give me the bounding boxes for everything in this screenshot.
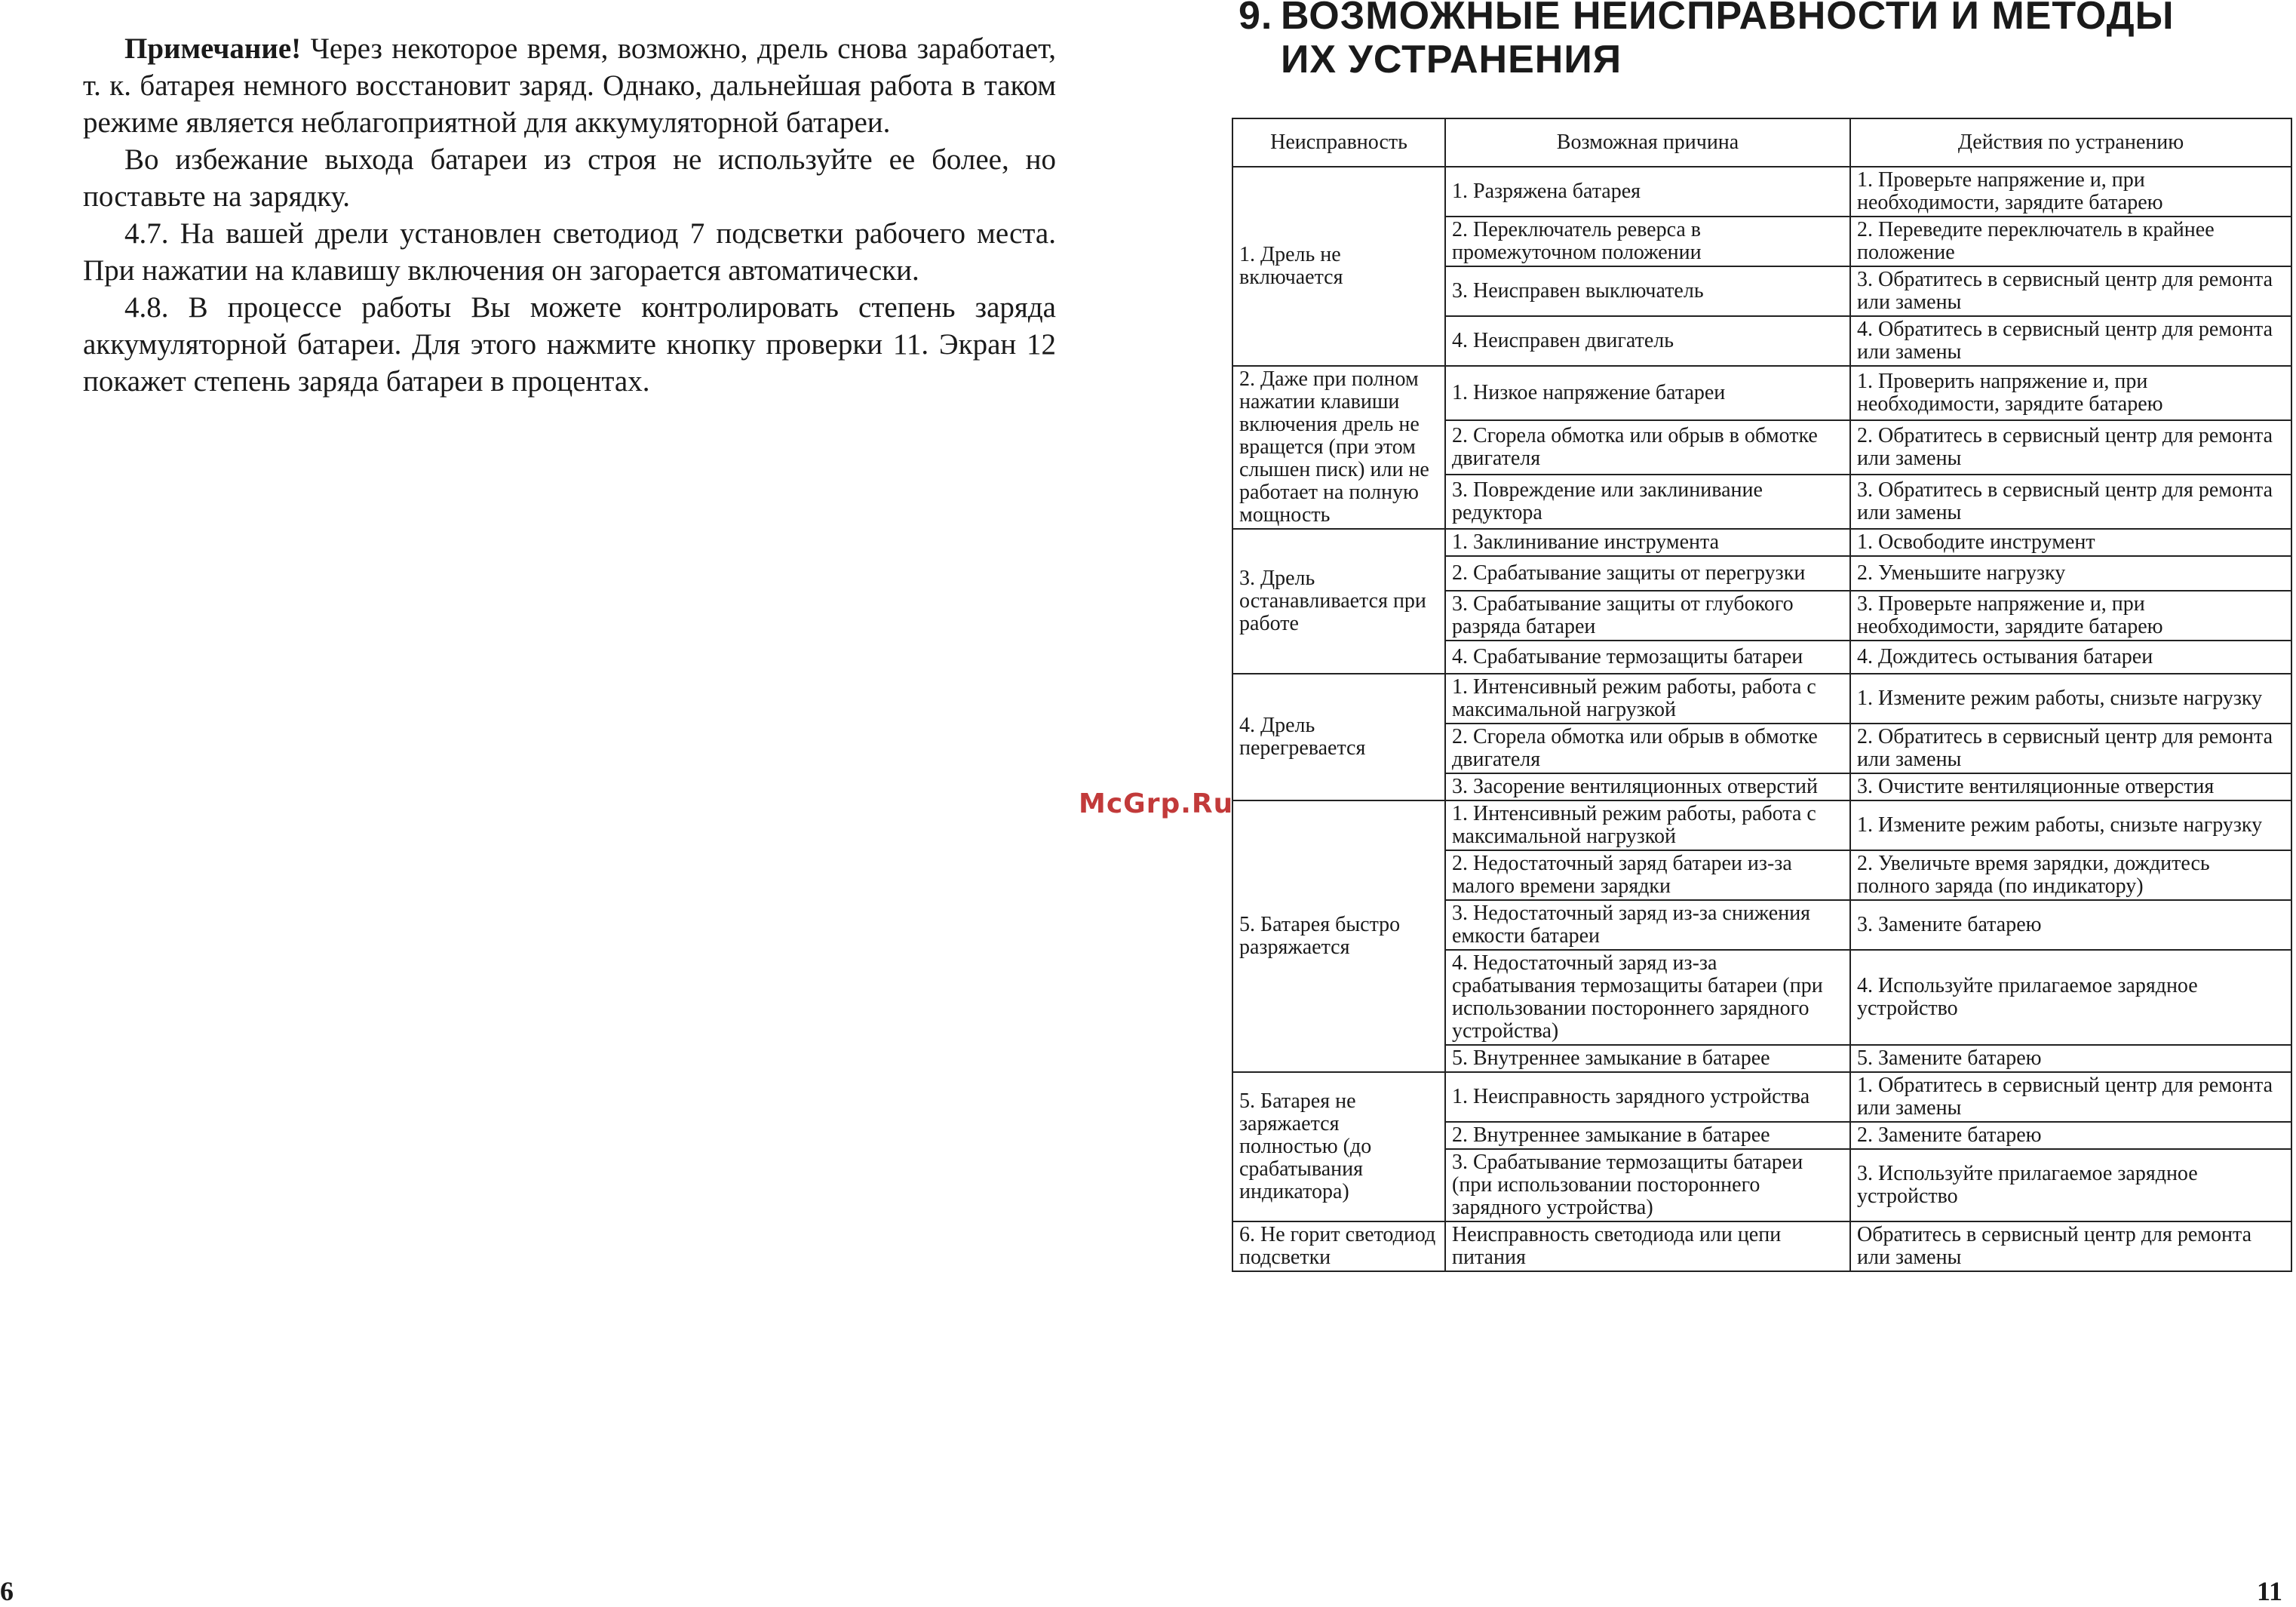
cause-cell: 3. Неисправен выключатель <box>1445 266 1850 316</box>
fault-cell: 2. Даже при полном нажатии клавиши включения дрель не вращется (при этом слышен писк) или не работает на полную мощность <box>1232 366 1445 529</box>
cause-cell: 1. Интенсивный режим работы, работа с максимальной нагрузкой <box>1445 674 1850 724</box>
cause-cell: 1. Интенсивный режим работы, работа с максимальной нагрузкой <box>1445 800 1850 850</box>
cause-cell: 1. Разряжена батарея <box>1445 167 1850 217</box>
cause-cell: 3. Повреждение или заклинивание редуктора <box>1445 475 1850 529</box>
action-cell: 2. Уменьшите нагрузку <box>1850 556 2291 591</box>
cause-cell: 1. Заклинивание инструмента <box>1445 529 1850 556</box>
cause-cell: 4. Недостаточный заряд из-за срабатывания термозащиты батареи (при использовании постороннего зарядного устройства) <box>1445 950 1850 1045</box>
fault-cell: 1. Дрель не включается <box>1232 167 1445 366</box>
action-cell: 4. Используйте прилагаемое зарядное устройство <box>1850 950 2291 1045</box>
table-row <box>1232 366 2291 420</box>
action-cell: 5. Замените батарею <box>1850 1045 2291 1072</box>
action-cell: 1. Измените режим работы, снизьте нагрузку <box>1850 800 2291 850</box>
paragraph: Во избежание выхода батареи из строя не используйте ее более, но поставьте на зарядку. <box>83 143 1056 213</box>
section-title <box>1239 0 2279 81</box>
table-header-row <box>1232 118 2291 167</box>
action-cell: 3. Обратитесь в сервисный центр для ремонта или замены <box>1850 475 2291 529</box>
watermark: McGrp.Ru <box>1079 788 1234 819</box>
action-cell: 4. Дождитесь остывания батареи <box>1850 641 2291 674</box>
cause-cell: 2. Переключатель реверса в промежуточном положении <box>1445 217 1850 266</box>
left-page-text <box>83 30 1056 400</box>
action-cell: 3. Очистите вентиляционные отверстия <box>1850 773 2291 800</box>
header-cause: Возможная причина <box>1445 118 1850 167</box>
fault-cell: 6. Не горит светодиод подсветки <box>1232 1221 1445 1271</box>
action-cell: 4. Обратитесь в сервисный центр для ремонта или замены <box>1850 316 2291 366</box>
page-number-left: 6 <box>0 1576 14 1606</box>
troubleshooting-table <box>1232 118 2292 1272</box>
cause-cell: 4. Срабатывание термозащиты батареи <box>1445 641 1850 674</box>
section-number: 9. <box>1239 0 1273 38</box>
paragraph: 4.8. В процессе работы Вы можете контролировать степень заряда аккумуляторной батареи. Для этого нажмите кнопку проверки 11. Экран 12 покажет степень заряда батареи в процентах. <box>83 291 1056 398</box>
table-row <box>1232 1072 2291 1122</box>
cause-cell: Неисправность светодиода или цепи питания <box>1445 1221 1850 1271</box>
action-cell: 3. Используйте прилагаемое зарядное устройство <box>1850 1149 2291 1221</box>
fault-cell: 3. Дрель останавливается при работе <box>1232 529 1445 674</box>
action-cell: Обратитесь в сервисный центр для ремонта или замены <box>1850 1221 2291 1271</box>
cause-cell: 1. Неисправность зарядного устройства <box>1445 1072 1850 1122</box>
table-body <box>1232 167 2291 1271</box>
fault-cell: 5. Батарея быстро разряжается <box>1232 800 1445 1072</box>
table-row <box>1232 1221 2291 1271</box>
table-row <box>1232 167 2291 217</box>
cause-cell: 4. Неисправен двигатель <box>1445 316 1850 366</box>
table-row <box>1232 674 2291 724</box>
action-cell: 3. Проверьте напряжение и, при необходимости, зарядите батарею <box>1850 591 2291 641</box>
page-number-right: 11 <box>2256 1576 2282 1606</box>
fault-cell: 4. Дрель перегревается <box>1232 674 1445 800</box>
header-action: Действия по устранению <box>1850 118 2291 167</box>
action-cell: 1. Измените режим работы, снизьте нагрузку <box>1850 674 2291 724</box>
cause-cell: 2. Сгорела обмотка или обрыв в обмотке двигателя <box>1445 420 1850 475</box>
action-cell: 3. Обратитесь в сервисный центр для ремонта или замены <box>1850 266 2291 316</box>
action-cell: 1. Освободите инструмент <box>1850 529 2291 556</box>
fault-cell: 5. Батарея не заряжается полностью (до срабатывания индикатора) <box>1232 1072 1445 1221</box>
action-cell: 3. Замените батарею <box>1850 900 2291 950</box>
action-cell: 1. Проверьте напряжение и, при необходимости, зарядите батарею <box>1850 167 2291 217</box>
table-row <box>1232 529 2291 556</box>
action-cell: 2. Увеличьте время зарядки, дождитесь полного заряда (по индикатору) <box>1850 850 2291 900</box>
cause-cell: 2. Внутреннее замыкание в батарее <box>1445 1122 1850 1149</box>
right-page <box>1148 0 2296 1606</box>
cause-cell: 2. Сгорела обмотка или обрыв в обмотке двигателя <box>1445 724 1850 773</box>
section-title-line2: ИХ УСТРАНЕНИЯ <box>1281 38 1622 81</box>
section-title-line1: ВОЗМОЖНЫЕ НЕИСПРАВНОСТИ И МЕТОДЫ <box>1281 0 2175 38</box>
note-paragraph <box>83 30 1056 141</box>
cause-cell: 1. Низкое напряжение батареи <box>1445 366 1850 420</box>
cause-cell: 2. Срабатывание защиты от перегрузки <box>1445 556 1850 591</box>
cause-cell: 3. Срабатывание защиты от глубокого разряда батареи <box>1445 591 1850 641</box>
paragraph: 4.7. На вашей дрели установлен светодиод 7 подсветки рабочего места. При нажатии на клавишу включения он загорается автоматически. <box>83 217 1056 287</box>
table-row <box>1232 800 2291 850</box>
action-cell: 2. Обратитесь в сервисный центр для ремонта или замены <box>1850 724 2291 773</box>
note-label: Примечание! <box>124 32 302 65</box>
cause-cell: 3. Недостаточный заряд из-за снижения емкости батареи <box>1445 900 1850 950</box>
action-cell: 2. Обратитесь в сервисный центр для ремонта или замены <box>1850 420 2291 475</box>
header-fault: Неисправность <box>1232 118 1445 167</box>
left-page <box>0 0 1148 1606</box>
action-cell: 2. Переведите переключатель в крайнее положение <box>1850 217 2291 266</box>
cause-cell: 3. Срабатывание термозащиты батареи (при использовании постороннего зарядного устройства) <box>1445 1149 1850 1221</box>
cause-cell: 3. Засорение вентиляционных отверстий <box>1445 773 1850 800</box>
action-cell: 2. Замените батарею <box>1850 1122 2291 1149</box>
cause-cell: 5. Внутреннее замыкание в батарее <box>1445 1045 1850 1072</box>
cause-cell: 2. Недостаточный заряд батареи из-за малого времени зарядки <box>1445 850 1850 900</box>
action-cell: 1. Обратитесь в сервисный центр для ремонта или замены <box>1850 1072 2291 1122</box>
action-cell: 1. Проверить напряжение и, при необходимости, зарядите батарею <box>1850 366 2291 420</box>
note-text: Через некоторое время, возможно, дрель снова заработает, т. к. батарея немного восстановит заряд. Однако, дальнейшая работа в таком режиме является неблагоприятной для аккумуляторной батареи. <box>83 32 1056 139</box>
